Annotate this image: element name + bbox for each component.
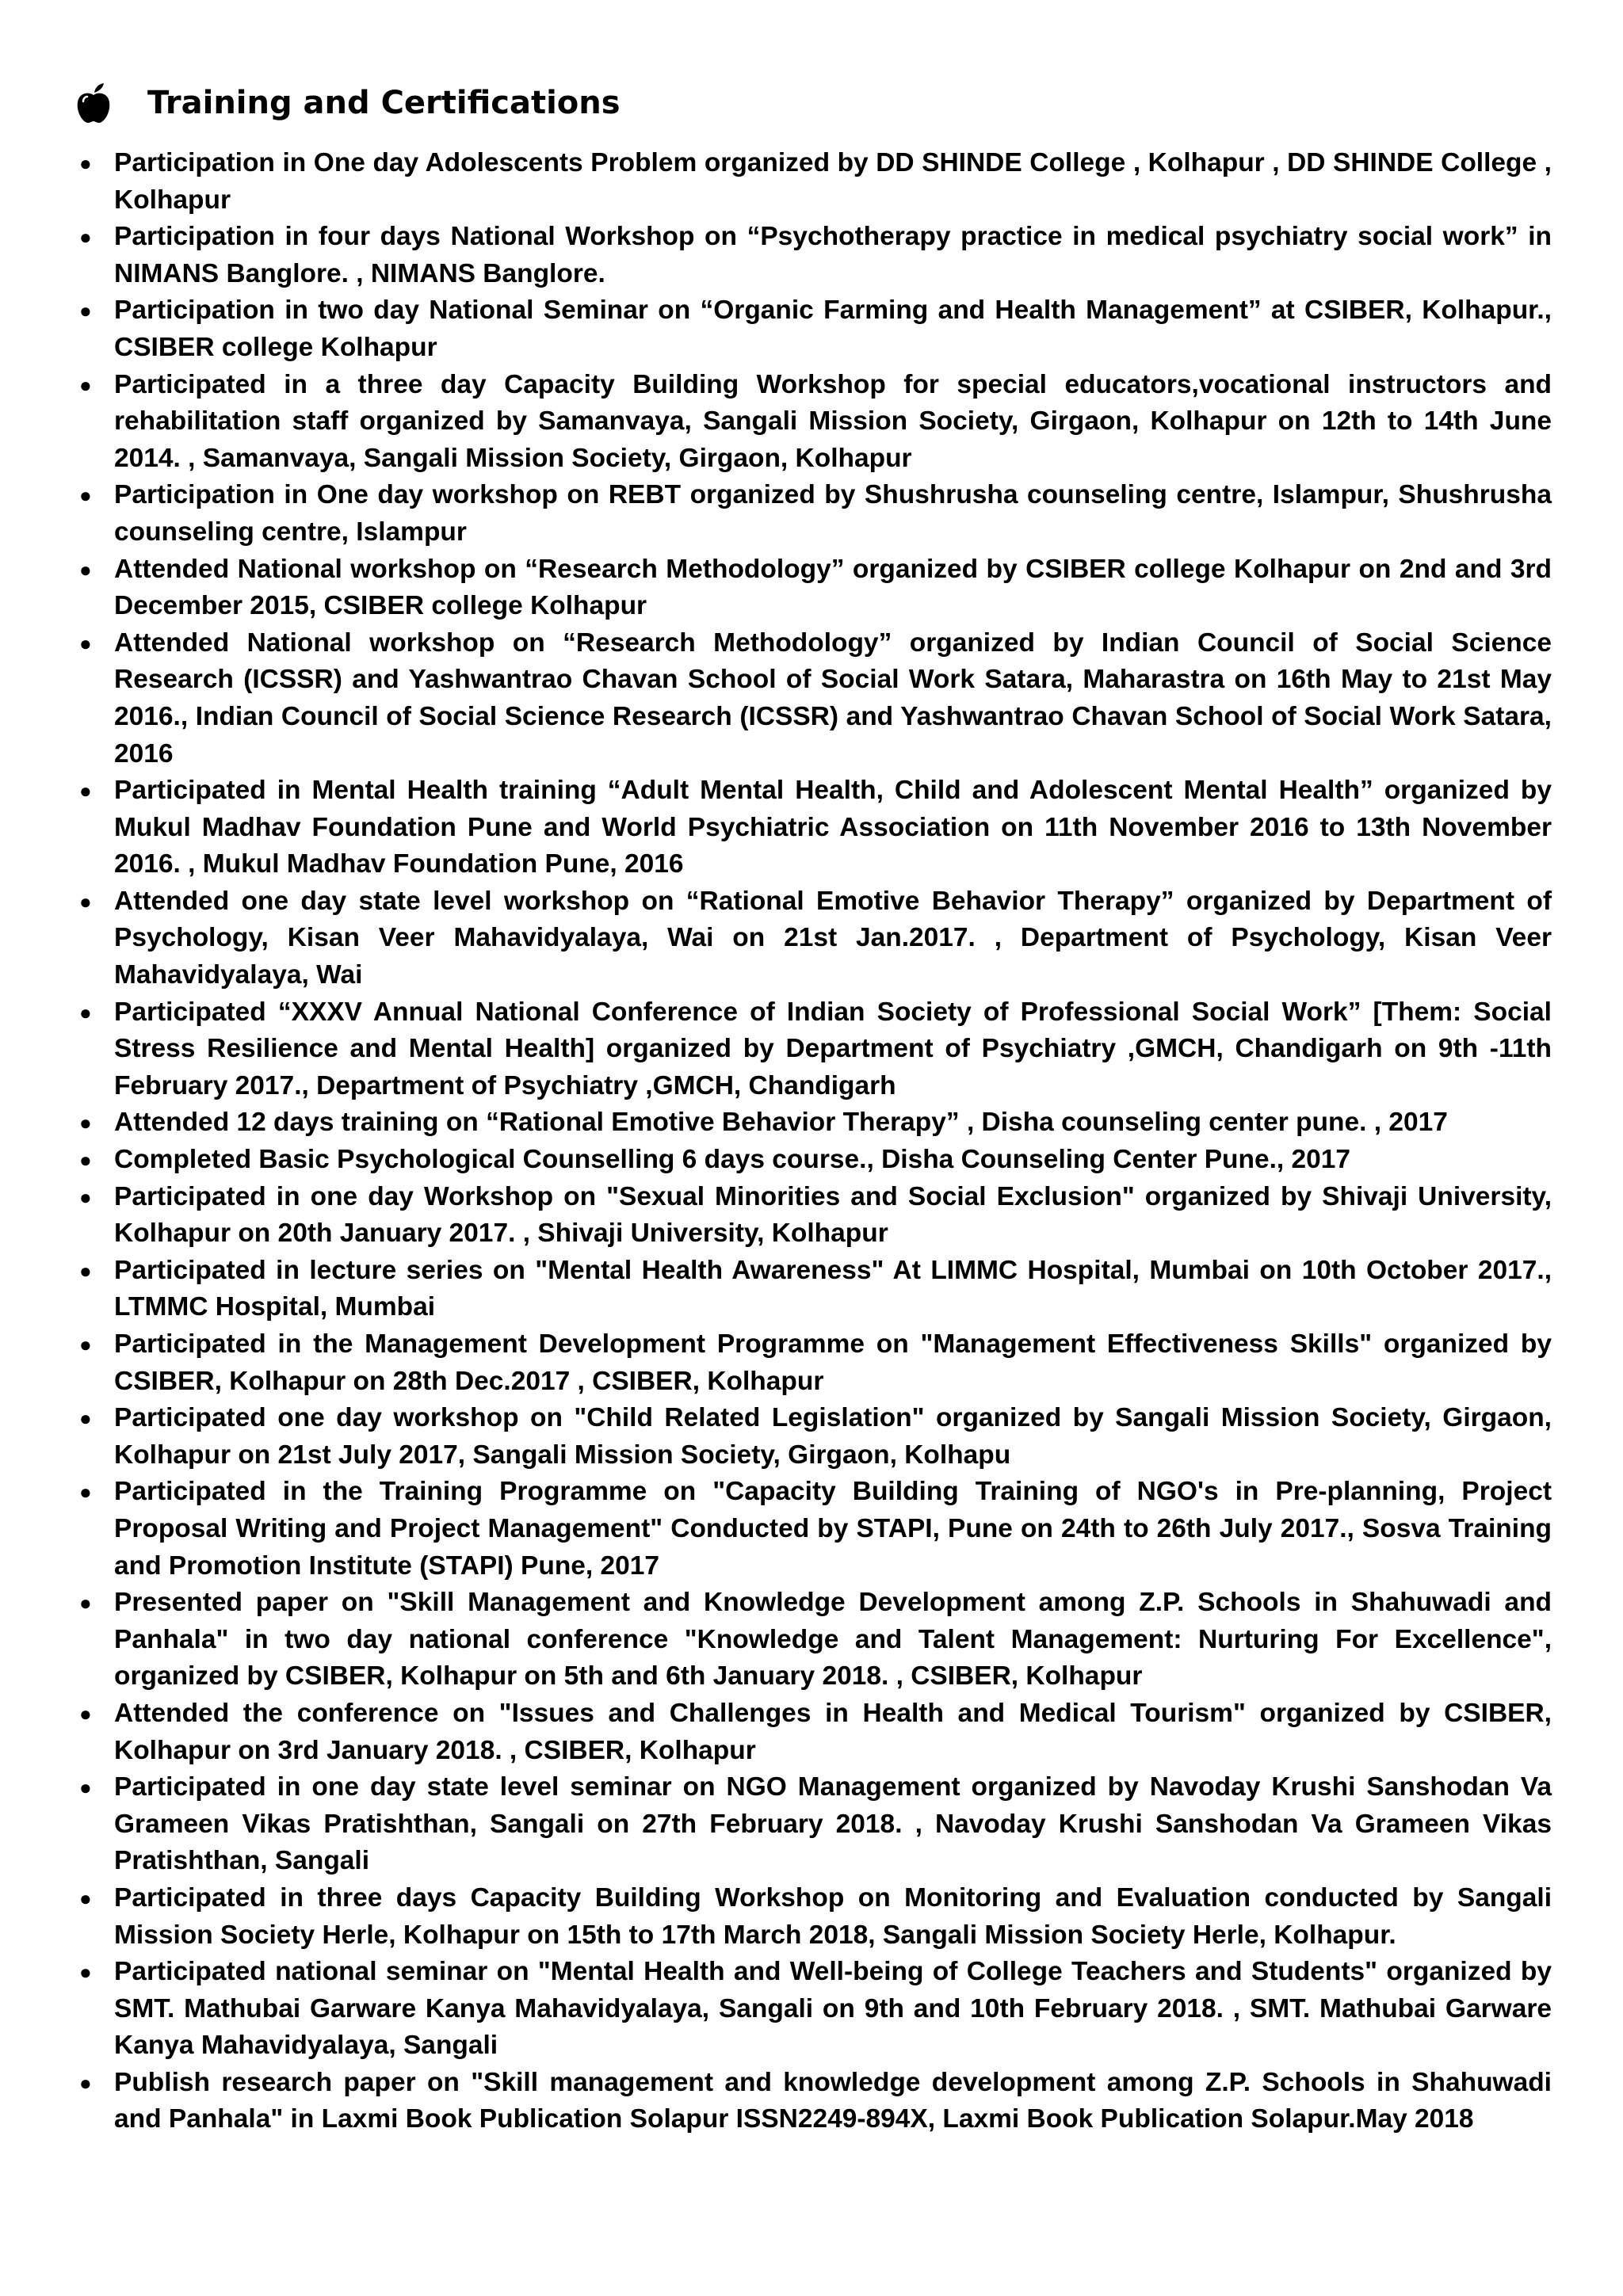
list-item-text: Attended National workshop on “Research Methodology” organized by CSIBER college Kolhapur on 2nd and 3rd December 2015, CSIBER college Kolhapur: [114, 554, 1552, 621]
list-item: [76, 625, 1552, 772]
bullet-icon: ●: [79, 631, 92, 655]
list-item: [76, 1954, 1552, 2065]
bullet-icon: ●: [79, 779, 92, 803]
section-title: Training and Certifications: [147, 85, 621, 121]
bullet-icon: ●: [79, 1148, 92, 1173]
list-item: [76, 145, 1552, 219]
list-item: [76, 219, 1552, 292]
list-item-text: Participated one day workshop on "Child Related Legislation" organized by Sangali Mission Society, Girgaon, Kolhapur on 21st July 2017, Sangali Mission Society, Girgaon, Kolhapu: [114, 1403, 1552, 1470]
list-item-text: Participated in a three day Capacity Building Workshop for special educators,vocational instructors and rehabilitation staff organized by Samanvaya, Sangali Mission Society, Girgaon, Kolhapur on 12th to 14th June 2014. , Samanvaya, Sangali Mission Society, Girgaon, Kolhapur: [114, 369, 1552, 473]
bullet-icon: ●: [79, 889, 92, 913]
list-item: [76, 1769, 1552, 1880]
list-item: [76, 1695, 1552, 1769]
list-item: [76, 1104, 1552, 1142]
list-item-text: Participated in the Training Programme on "Capacity Building Training of NGO's in Pre-planning, Project Proposal Writing and Project Management" Conducted by STAPI, Pune on 24th to 26th July 2017., Sosva Training and Promotion Institute (STAPI) Pune, 2017: [114, 1477, 1552, 1581]
bullet-icon: ●: [79, 1960, 92, 1985]
list-item: [76, 1179, 1552, 1253]
bullet-icon: ●: [79, 1886, 92, 1910]
bullet-icon: ●: [79, 372, 92, 397]
list-item-text: Participated in lecture series on "Mental Health Awareness" At LIMMC Hospital, Mumbai on 10th October 2017., LTMMC Hospital, Mumbai: [114, 1255, 1552, 1322]
list-item: [76, 1585, 1552, 1695]
list-item: [76, 1880, 1552, 1954]
list-item: [76, 551, 1552, 625]
list-item: [76, 367, 1552, 478]
list-item-text: Participated in the Management Development Programme on "Management Effectiveness Skills" organized by CSIBER, Kolhapur on 28th Dec.2017 , CSIBER, Kolhapur: [114, 1329, 1552, 1396]
list-item: [76, 883, 1552, 994]
bullet-icon: ●: [79, 1184, 92, 1209]
bullet-icon: ●: [79, 1775, 92, 1800]
list-item: [76, 477, 1552, 551]
list-item: [76, 1326, 1552, 1400]
bullet-icon: ●: [79, 1701, 92, 1726]
list-item-text: Participated national seminar on "Mental Health and Well-being of College Teachers and Students" organized by SMT. Mathubai Garware Kanya Mahavidyalaya, Sangali on 9th and 10th February 2018. , SMT. Mathubai Garware Kanya Mahavidyalaya, Sangali: [114, 1957, 1552, 2061]
list-item-text: Participation in two day National Seminar on “Organic Farming and Health Management” at CSIBER, Kolhapur., CSIBER college Kolhapur: [114, 296, 1552, 362]
list-item: [76, 1142, 1552, 1179]
list-item-text: Participation in four days National Workshop on “Psychotherapy practice in medical psychiatry social work” in NIMANS Banglore. , NIMANS Banglore.: [114, 222, 1552, 288]
list-item: [76, 994, 1552, 1105]
list-item: [76, 1253, 1552, 1326]
list-item: [76, 1474, 1552, 1585]
list-item-text: Participated in one day state level seminar on NGO Management organized by Navoday Krushi Sanshodan Va Grameen Vikas Pratishthan, Sangali on 27th February 2018. , Navoday Krushi Sanshodan Va Grameen Vikas Pratishthan, Sangali: [114, 1772, 1552, 1876]
bullet-icon: ●: [79, 483, 92, 508]
bullet-icon: ●: [79, 1000, 92, 1024]
bullet-icon: ●: [79, 1258, 92, 1283]
apple-icon: [76, 82, 111, 124]
list-item-text: Attended the conference on "Issues and Challenges in Health and Medical Tourism" organized by CSIBER, Kolhapur on 3rd January 2018. , CSIBER, Kolhapur: [114, 1698, 1552, 1765]
list-item-text: Participation in One day workshop on REBT organized by Shushrusha counseling centre, Islampur, Shushrusha counseling centre, Islampur: [114, 480, 1552, 547]
list-item-text: Participated in three days Capacity Building Workshop on Monitoring and Evaluation conducted by Sangali Mission Society Herle, Kolhapur on 15th to 17th March 2018, Sangali Mission Society Herle, Kolhapur.: [114, 1882, 1552, 1950]
list-item-text: Attended one day state level workshop on “Rational Emotive Behavior Therapy” organized by Department of Psychology, Kisan Veer Mahavidyalaya, Wai on 21st Jan.2017. , Department of Psychology, Kisan Veer Mahavidyalaya, Wai: [114, 886, 1552, 990]
list-item-text: Presented paper on "Skill Management and Knowledge Development among Z.P. Schools in Shahuwadi and Panhala" in two day national conference "Knowledge and Talent Management: Nurturing For Excellence", organized by CSIBER, Kolhapur on 5th and 6th January 2018. , CSIBER, Kolhapur: [114, 1588, 1552, 1691]
list-item-text: Participation in One day Adolescents Problem organized by DD SHINDE College , Kolhapur , DD SHINDE College , Kolhapur: [114, 148, 1552, 215]
list-item-text: Participated in one day Workshop on "Sexual Minorities and Social Exclusion" organized by Shivaji University, Kolhapur on 20th January 2017. , Shivaji University, Kolhapur: [114, 1181, 1552, 1249]
list-item: [76, 292, 1552, 366]
bullet-icon: ●: [79, 1111, 92, 1135]
list-item-text: Completed Basic Psychological Counselling 6 days course., Disha Counseling Center Pune., 2017: [114, 1145, 1351, 1175]
bullet-icon: ●: [79, 151, 92, 175]
list-item-text: Attended National workshop on “Research Methodology” organized by Indian Council of Social Science Research (ICSSR) and Yashwantrao Chavan School of Social Work Satara, Maharastra on 16th May to 21st May 2016., Indian Council of Social Science Research (ICSSR) and Yashwantrao Chavan School of Social Work Satara, 2016: [114, 627, 1552, 769]
bullet-icon: ●: [79, 1333, 92, 1356]
bullet-icon: ●: [79, 1480, 92, 1505]
bullet-icon: ●: [79, 1406, 92, 1431]
list-item-text: Publish research paper on "Skill management and knowledge development among Z.P. Schools in Shahuwadi and Panhala" in Laxmi Book Publication Solapur ISSN2249-894X, Laxmi Book Publication Solapur.May 2018: [114, 2067, 1552, 2134]
bullet-icon: ●: [79, 2070, 92, 2095]
list-item: [76, 1400, 1552, 1474]
bullet-icon: ●: [79, 557, 92, 582]
list-item-text: Participated “XXXV Annual National Conference of Indian Society of Professional Social Work” [Them: Social Stress Resilience and Mental Health] organized by Department of Psychiatry ,GMCH, Chandigarh on 9th -11th February 2017., Department of Psychiatry ,GMCH, Chandigarh: [114, 997, 1552, 1100]
bullet-icon: ●: [79, 299, 92, 323]
list-item-text: Participated in Mental Health training “Adult Mental Health, Child and Adolescent Mental Health” organized by Mukul Madhav Foundation Pune and World Psychiatric Association on 11th November 2016 to 13th November 2016. , Mukul Madhav Foundation Pune, 2016: [114, 776, 1552, 879]
list-item: [76, 772, 1552, 883]
bullet-icon: ●: [79, 225, 92, 250]
section-header: [76, 79, 621, 127]
list-item-text: Attended 12 days training on “Rational Emotive Behavior Therapy” , Disha counseling center pune. , 2017: [114, 1108, 1448, 1138]
training-list: [76, 145, 1552, 2138]
list-item: [76, 2065, 1552, 2138]
bullet-icon: ●: [79, 1591, 92, 1615]
